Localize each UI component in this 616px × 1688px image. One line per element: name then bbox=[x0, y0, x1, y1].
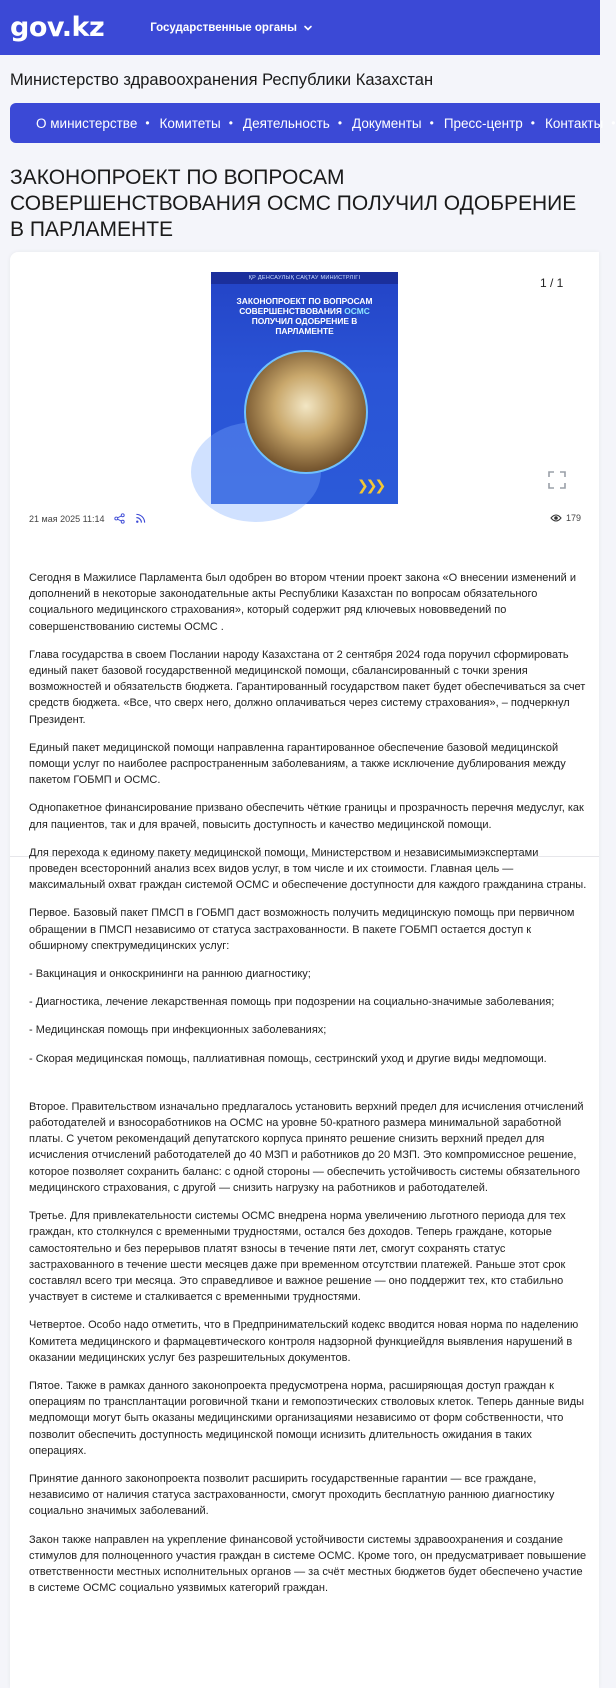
article-paragraph: Первое. Базовый пакет ПМСП в ГОБМП даст возможность получить медицинскую помощь при первичном обращении в ПМСП независимо от статуса застрахованности. В пакете ГОБМП остается доступ к обширному спектрумедицинских услуг: bbox=[29, 907, 575, 952]
nav-separator: • bbox=[145, 116, 150, 130]
nav-separator: • bbox=[337, 116, 343, 130]
article-paragraph: Однопакетное финансирование призвано обеспечить чёткие границы и прозрачность перечня медуслуг, как для пациентов, так и для врачей, повысить доступность и качество медицинской помощи. bbox=[29, 802, 584, 831]
article-title: ЗАКОНОПРОЕКТ ПО ВОПРОСАМ СОВЕРШЕНСТВОВАНИЯ ОСМС ПОЛУЧИЛ ОДОБРЕНИЕ В ПАРЛАМЕНТЕ bbox=[10, 166, 577, 241]
article-date: 21 мая 2025 11:14 bbox=[29, 513, 105, 524]
share-icon[interactable] bbox=[114, 513, 125, 524]
article-paragraph: Второе. Правительством изначально предлагалось установить верхний предел для исчисления отчислений работодателей и взносоработников на ОСМС на уровне 50-кратного размера минимальной заработной платы. С учетом рекомендаций депутатского корпуса принято решение снизить верхний предел для исчисления отчислений работодателей до 40 МЗП и работников до 20 МЗП. Это компромиссное решение, которое позволяет сохранить баланс: с одной стороны — обеспечить устойчивость системы обязательного медицинского страхования, с другой — снизить нагрузку на работников и работодателей. bbox=[29, 1100, 584, 1194]
article-paragraph: Пятое. Также в рамках данного законопроекта предусмотрена норма, расширяющая доступ граждан к операциям по трансплантации роговичной ткани и гемопоэтических стволовых клеток. Теперь данные виды медпомощи могут быть оказаны медицинскими организациями независимо от форм собственности, что позволит обеспечить доступность медицинской помощи иснизить длительность ожидания в таких операциях. bbox=[29, 1379, 585, 1457]
top-bar bbox=[0, 0, 600, 55]
nav-separator: • bbox=[611, 116, 616, 130]
article-image[interactable] bbox=[211, 272, 398, 504]
article-paragraph: Глава государства в своем Послании народу Казахстана от 2 сентября 2024 года поручил сформировать единый пакет базовой государственной медицинской помощи, сбалансированный с точки зрения возможностей и обязательств бюджета. Гарантированный государством пакет будет обеспечиваться за счет средств бюджета. «Все, что сверх него, должно оплачиваться через систему страхования», – подчеркнул Президент. bbox=[29, 648, 586, 726]
ministry-name[interactable]: Министерство здравоохранения Республики Казахстан bbox=[10, 71, 434, 89]
main-nav bbox=[10, 103, 616, 143]
parliament-hall-photo bbox=[244, 350, 368, 474]
list-item: - Диагностика, лечение лекарственная помощь при подозрении на социально-значимые заболевания; bbox=[29, 996, 555, 1009]
chevron-down-icon bbox=[303, 23, 313, 33]
nav-separator: • bbox=[429, 116, 434, 130]
nav-item-about[interactable]: О министерстве bbox=[36, 115, 138, 131]
image-caption: ЗАКОНОПРОЕКТ ПО ВОПРОСАМ СОВЕРШЕНСТВОВАНИЯ ОСМС ПОЛУЧИЛ ОДОБРЕНИЕ В ПАРЛАМЕНТЕ bbox=[236, 296, 373, 336]
gallery-counter: 1 / 1 bbox=[540, 276, 564, 290]
nav-item-press-center[interactable]: Пресс-центр bbox=[443, 115, 523, 131]
views-counter bbox=[550, 513, 581, 523]
article-paragraph: Четвертое. Особо надо отметить, что в Предпринимательский кодекс вводится новая норма по наделению Комитета медицинского и фармацевтического контроля надзорной функциейдля выявления нарушений в оказании медицинских услуг без разрешительных документов. bbox=[29, 1319, 579, 1364]
list-item: - Вакцинация и онкоскрининги на раннюю диагностику; bbox=[29, 968, 311, 981]
article-card bbox=[10, 252, 599, 1688]
image-ministry-line: ҚР ДЕНСАУЛЫҚ САҚТАУ МИНИСТРЛІГІ bbox=[211, 272, 398, 284]
rss-icon[interactable] bbox=[135, 513, 146, 524]
nav-item-activity[interactable]: Деятельность bbox=[242, 115, 330, 131]
gov-agencies-menu[interactable] bbox=[150, 22, 313, 34]
article-paragraph: Для перехода к единому пакету медицинской помощи, Министерством и независимымиэкспертами проведен всесторонний анализ всех видов услуг, в том числе и их стоимости. Главная цель — максимальный охват граждан системой ОСМС и обеспечение доступности для каждого гражданина страны. bbox=[29, 846, 587, 892]
article-body bbox=[29, 570, 589, 1596]
nav-item-contacts[interactable]: Контакты bbox=[544, 115, 604, 131]
views-count: 179 bbox=[566, 513, 582, 523]
article-meta bbox=[29, 513, 146, 524]
nav-item-committees[interactable]: Комитеты bbox=[159, 115, 221, 131]
list-item: - Скорая медицинская помощь, паллиативная помощь, сестринский уход и другие виды медпомощи. bbox=[29, 1052, 547, 1065]
eye-icon bbox=[550, 513, 562, 523]
gov-agencies-menu-label: Государственные органы bbox=[150, 21, 297, 34]
article-paragraph: Принятие данного законопроекта позволит расширить государственные гарантии — все граждане, независимо от наличия статуса застрахованности, смогут проходить бесплатную раннюю диагностику социально значимых заболеваний. bbox=[29, 1472, 555, 1518]
list-item: - Медицинская помощь при инфекционных заболеваниях; bbox=[29, 1024, 327, 1037]
article-paragraph: Закон также направлен на укрепление финансовой устойчивости системы здравоохранения и создание стимулов для полноценного участия граждан в системе ОСМС. Кроме того, он предусматривает повышение ответственности местных исполнительных органов — за счёт местных бюджетов будет обеспечено участие в системе ОСМС социально уязвимых категорий граждан. bbox=[29, 1533, 587, 1595]
article-paragraph: Единый пакет медицинской помощи направленна гарантированное обеспечение базовой медицинской помощи услуг по наиболее распространенным заболеваниям, а также исключение дублирования между пакетом ГОБМП и ОСМС. bbox=[29, 741, 566, 787]
article-paragraph: Третье. Для привлекательности системы ОСМС внедрена норма увеличению льготного периода для тех граждан, кто столкнулся с временными трудностями, остался без доходов. Теперь граждане, которые самостоятельно и без перерывов платят взносы в течение пяти лет, смогут сохранять статус застрахованного в течение шести месяцев даже при временном отсутствии платежей. Раньше этот срок составлял всего три месяца. Это справедливое и важное решение — оно поддержит тех, кто стабильно участвует в системе и сталкивается с временными трудностями. bbox=[29, 1210, 566, 1304]
fullscreen-icon[interactable] bbox=[547, 470, 567, 490]
site-logo[interactable]: gov.kz bbox=[10, 12, 105, 43]
arrows-icon: ❯❯❯ bbox=[357, 477, 384, 493]
nav-separator: • bbox=[228, 116, 233, 130]
article-paragraph: Сегодня в Мажилисе Парламента был одобрен во втором чтении проект закона «О внесении изменений и дополнений в некоторые законодательные акты Республики Казахстан по вопросам обязательного социального медицинского страхования», который содержит ряд ключевых нововведений по совершенствованию системы ОСМС . bbox=[29, 572, 576, 633]
nav-separator: • bbox=[530, 116, 535, 130]
nav-item-documents[interactable]: Документы bbox=[352, 115, 422, 131]
